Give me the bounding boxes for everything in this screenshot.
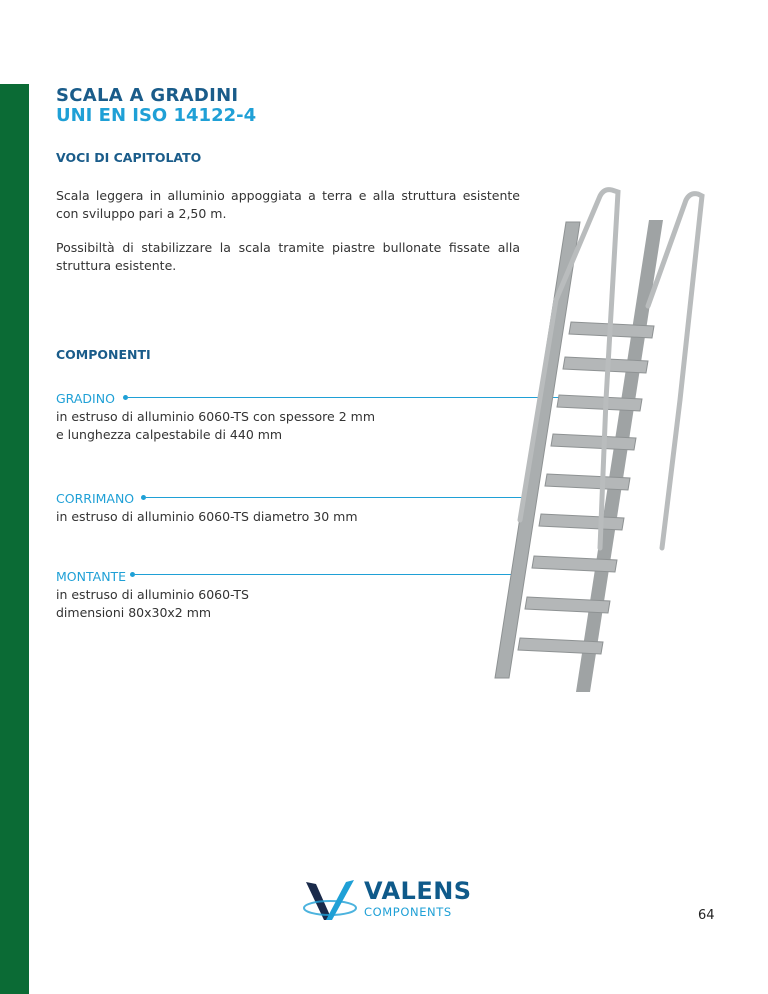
component-desc: in estruso di alluminio 6060-TS diametro 30 mm <box>56 509 358 524</box>
component-desc: in estruso di alluminio 6060-TS <box>56 587 249 602</box>
component-label: MONTANTE <box>56 569 127 584</box>
specs-paragraph-2: Possibiltà di stabilizzare la scala tramite piastre bullonate fissate alla struttura esistente. <box>56 240 520 273</box>
page-title: SCALA A GRADINI <box>56 85 239 106</box>
component-desc: dimensioni 80x30x2 mm <box>56 605 212 620</box>
specs-heading: VOCI DI CAPITOLATO <box>56 150 202 165</box>
page-subtitle: UNI EN ISO 14122-4 <box>56 105 257 126</box>
component-desc: in estruso di alluminio 6060-TS con spessore 2 mm <box>56 409 375 424</box>
valens-logo <box>302 876 472 928</box>
valens-logo-mark <box>302 876 362 928</box>
logo-name: VALENS <box>364 877 472 905</box>
components-heading: COMPONENTI <box>56 347 151 362</box>
page-number: 64 <box>698 908 715 923</box>
ladder-back-rail <box>576 220 663 692</box>
component-label: GRADINO <box>56 391 115 406</box>
logo-tagline: COMPONENTS <box>364 905 452 919</box>
specs-paragraph-1: Scala leggera in alluminio appoggiata a terra e alla struttura esistente con sviluppo pari a 2,50 m. <box>56 188 520 221</box>
component-desc: e lunghezza calpestabile di 440 mm <box>56 427 283 442</box>
component-label: CORRIMANO <box>56 491 135 506</box>
